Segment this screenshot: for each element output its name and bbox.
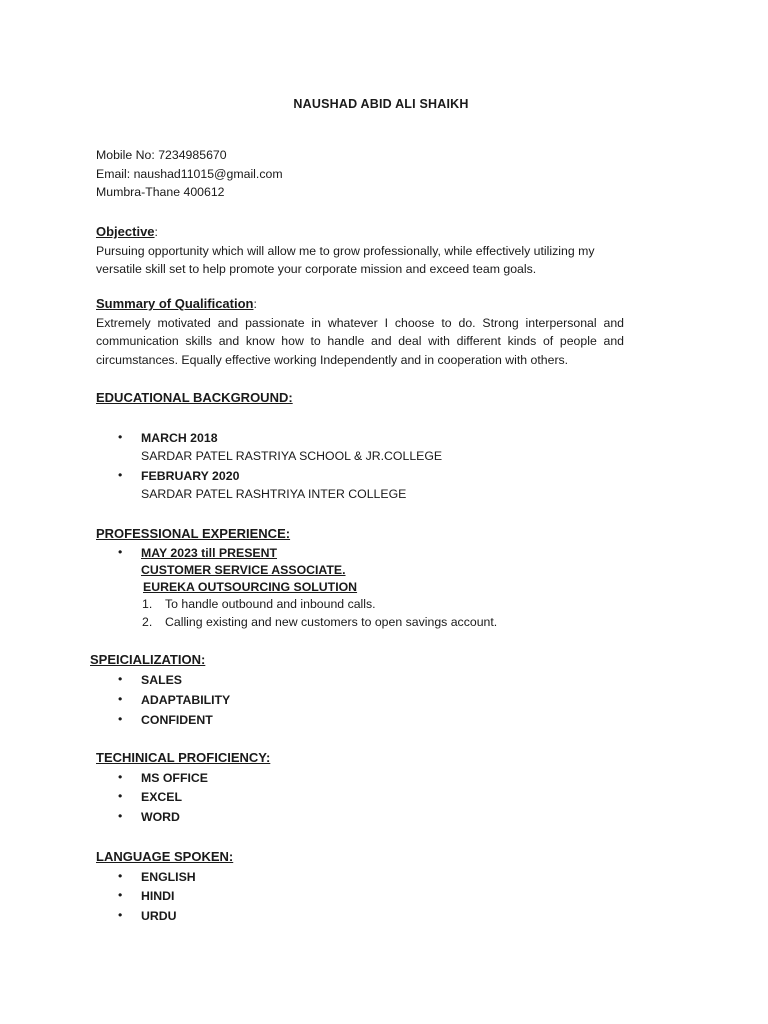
language-item: URDU [141, 909, 177, 923]
language-item: ENGLISH [141, 870, 196, 884]
education-heading: EDUCATIONAL BACKGROUND: [96, 390, 293, 405]
bullet-icon: • [118, 789, 123, 803]
summary-heading: Summary of Qualification [96, 296, 254, 311]
objective-heading: Objective [96, 224, 155, 239]
technical-item: EXCEL [141, 790, 182, 804]
objective-section: Objective: Pursuing opportunity which will allow me to grow professionally, while effectively utilizing my versatile skill set to help promote your corporate mission and exceed team goals. [96, 223, 624, 278]
technical-heading: TECHINICAL PROFICIENCY: [96, 750, 271, 765]
education-date-1: MARCH 2018 [141, 431, 218, 445]
bullet-icon: • [118, 888, 123, 902]
duty-text-1: To handle outbound and inbound calls. [165, 597, 376, 611]
bullet-icon: • [118, 692, 123, 706]
experience-heading: PROFESSIONAL EXPERIENCE: [96, 526, 291, 541]
technical-item: MS OFFICE [141, 771, 208, 785]
bullet-icon: • [118, 430, 123, 444]
bullet-icon: • [118, 672, 123, 686]
experience-role: CUSTOMER SERVICE ASSOCIATE. [141, 563, 346, 577]
specialization-heading: SPEICIALIZATION: [90, 652, 206, 667]
specialization-item: SALES [141, 673, 182, 687]
contact-block [96, 146, 624, 202]
specialization-item: CONFIDENT [141, 713, 213, 727]
experience-company: EUREKA OUTSOURCING SOLUTION [143, 580, 358, 594]
candidate-name: NAUSHAD ABID ALI SHAIKH [293, 97, 469, 111]
objective-text: Pursuing opportunity which will allow me to grow professionally, while effectively utilizing my versatile skill set to help promote your corporate mission and exceed team goals. [96, 243, 595, 276]
bullet-icon: • [118, 809, 123, 823]
bullet-icon: • [118, 770, 123, 784]
specialization-item: ADAPTABILITY [141, 693, 231, 707]
summary-text: Extremely motivated and passionate in whatever I choose to do. Strong interpersonal and communication skills and know how to handle and deal with different kinds of people and circumstances. Equally effective working Independently and in cooperation with others. [96, 315, 624, 367]
summary-section: Summary of Qualification: Extremely motivated and passionate in whatever I choose to do. Strong interpersonal and communication skills and know how to handle and deal with different kinds of people and circumstances. Equally effective working Independently and in cooperation with others. [96, 295, 624, 369]
duty-number-1: 1. [142, 597, 153, 611]
language-item: HINDI [141, 889, 175, 903]
bullet-icon: • [118, 545, 123, 559]
technical-item: WORD [141, 810, 180, 824]
languages-heading: LANGUAGE SPOKEN: [96, 849, 234, 864]
experience-period: MAY 2023 till PRESENT [141, 546, 278, 560]
bullet-icon: • [118, 468, 123, 482]
mobile-number: Mobile No: 7234985670 [96, 148, 227, 162]
duty-text-2: Calling existing and new customers to open savings account. [165, 615, 498, 629]
education-date-2: FEBRUARY 2020 [141, 469, 240, 483]
postal-address: Mumbra-Thane 400612 [96, 185, 225, 199]
duty-number-2: 2. [142, 615, 153, 629]
bullet-icon: • [118, 908, 123, 922]
email-address: Email: naushad11015@gmail.com [96, 166, 283, 181]
education-school-2: SARDAR PATEL RASHTRIYA INTER COLLEGE [141, 487, 407, 501]
education-school-1: SARDAR PATEL RASTRIYA SCHOOL & JR.COLLEGE [141, 449, 443, 463]
bullet-icon: • [118, 869, 123, 883]
bullet-icon: • [118, 712, 123, 726]
